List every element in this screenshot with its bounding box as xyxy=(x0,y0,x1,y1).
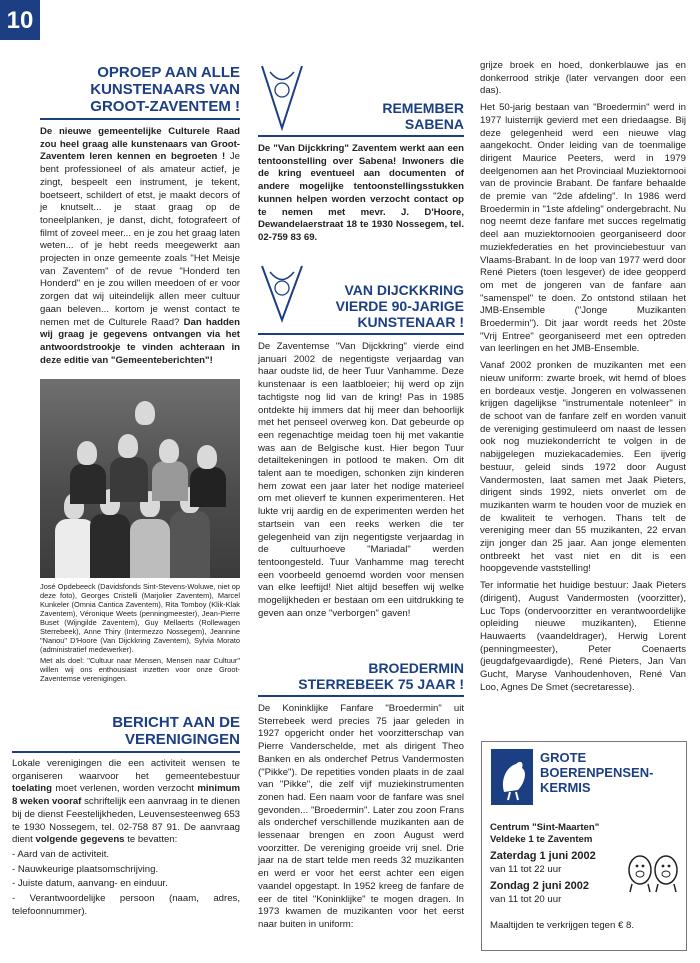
bericht-headline-line: BERICHT AAN DE xyxy=(112,714,240,731)
oproep-headline-line: GROOT-ZAVENTEM ! xyxy=(90,98,240,115)
list-item: - Nauwkeurige plaatsomschrijving. xyxy=(12,863,159,875)
bericht-text: schriftelijk een aanvraag in te dienen bij de dienst Feestelijkheden, Leuvensesteenweg 653 te 1930 Nossegem, tel. 02-758 87 91. De aanvraag dient xyxy=(12,796,240,846)
list-item-text: Juiste datum, aanvang- en einduur. xyxy=(17,878,168,890)
page-number: 10 xyxy=(0,0,40,40)
headline-rule xyxy=(258,333,464,335)
kermis-title-line: GROTE xyxy=(540,750,587,765)
vdk-headline-line: VAN DIJCKKRING xyxy=(344,282,464,298)
kermis-venue-line: Veldeke 1 te Zaventem xyxy=(490,834,593,845)
list-item-text: Aard van de activiteit. xyxy=(17,848,110,860)
oproep-closing: Dan hadden wij graag je gegevens ontvangen via het antwoordstrookje te vinden achteraan in deze editie van "Gemeenteberichten"! xyxy=(40,316,240,366)
kermis-note: Maaltijden te verkrijgen tegen € 8. xyxy=(490,920,634,931)
bericht-list xyxy=(12,849,240,919)
bericht-text: te bevatten: xyxy=(127,834,178,846)
broedermin-body: De Koninklijke Fanfare "Broedermin" uit Sterrebeek werd precies 75 jaar geleden in 1927 opgericht onder het voorzitterschap van Pierre Vanderschelde, met als dirigent Theo Banken en als onderchef Petrus Vandermosten ("Pikke"). De repetities vonden plaats in de zaal van "Pikke", die zelf vijf muziekinstrumenten zonen had. Een naam voor de fanfare was snel gevonden... "Broedermin". Later zou zoon Frans als onderchef verschillende muzikanten aan de lessenaar brengen en zoon August werd voorzitter. De vereniging groeide vrij snel. Drie jaar na de start telde men reeds 32 muzikanten en werd er voor het eerst achter een eigen vaandel opgestapt. In 1952 kreeg de fanfare de eer de titel "Koninklijke" te mogen dragen. In 1973 kwamen de muzikanten voor het eerst naar buiten in uniform: xyxy=(258,703,464,930)
bericht-bold: minimum 8 weken vooraf xyxy=(12,783,241,808)
sabena-article xyxy=(258,100,464,245)
broedermin-headline xyxy=(258,660,464,692)
oproep-body xyxy=(40,126,240,367)
photo-caption-names: José Opdebeeck (Davidsfonds Sint-Stevens-Woluwe, niet op deze foto), Georges Cristelli (Marjolier Zaventem), Marcel Kunkeler (Omnia Cantica Zaventem), Rita Tomboy (Klik-Klak Zaventem), Véronique Weets (penningmeester), Jean-Pierre Buset (Wijngilde Zaventem), Guy Mellaerts (Rollewagen Sterrebeek), Anne Thiry (Intermezzo Nossegem), Jeannine "Nanou" D'Hoore (Van Dijckkring Zaventem), Sylvia Morato (administratief medewerker). xyxy=(40,582,240,654)
paragraph: Vanaf 2002 pronken de muzikanten met een nieuw uniform: zwarte broek, wit hemd of bloes en bordeaux vestje. Jongeren en volwassenen krijgen dagelijkse "instrumentale notenleer" in de schoot van de fanfare zelf en worden vanuit de vereniging gestimuleerd om naast de lessen ook nog muziekonderricht te volgen in de nabijgelegen muziekacademies. Een ijverig bestuur, geleid sinds 1972 door August Vandermosten, laat samen met Jaak Pieters, dirigent sinds 1992, niets onverlet om de muzikanten warm te houden voor de muziek en de kwaliteit te verhogen. Thans telt de vereniging meer dan 55 muzikanten, 22 ervan zijn jonger dan 25 jaar. Aan jonge elementen ontbreekt het vast niet en dit is een hoopgevende vaststelling! xyxy=(480,360,686,575)
list-item: - Juiste datum, aanvang- en einduur. xyxy=(12,878,168,890)
vdk-headline xyxy=(258,282,464,330)
sabena-headline-line: REMEMBER xyxy=(382,100,464,116)
kermis-title-line: BOERENPENSEN- xyxy=(540,765,654,780)
kermis-box xyxy=(481,741,687,951)
headline-rule xyxy=(12,751,240,753)
kermis-day1: Zaterdag 1 juni 2002 xyxy=(490,850,596,862)
oproep-lead: De nieuwe gemeentelijke Culturele Raad zou heel graag alle kunstenaars van Groot-Zaventem leren kennen en begroeten ! xyxy=(40,126,240,163)
paragraph: Het 50-jarig bestaan van "Broedermin" werd in 1977 luisterrijk gevierd met een driedaagse. Bij deze gelegenheid werd een nieuwe vlag aangekocht. Onder leiding van de toenmalige dirigent Maurice Peeters, werd in 1979 deelgenomen aan het Provinciaal Muziektornooi van de provincie Brabant. De fanfare behaalde de premie van "2de afdeling". In 1986 werd Broedermin in "1ste afdeling" ondergebracht. Nu nog neemt deze fanfare met succes regelmatig deel aan muziektornooien georganiseerd door muziekfederaties en het provinciebestuur van Vlaams-Brabant. In de loop van 1977 werd door René Pieters (toen lesgever) de idee geopperd om met de jongeren van de fanfare aan "samenspel" te doen. Zo ontstond stilaan het JMB-Ensemble ("Jonge Muzikanten Broedermin"). Dit jaar wordt reeds het 20ste "Vrij Entree" georganiseerd met een optreden van leerlingen en het JMB-Ensemble. xyxy=(480,102,686,355)
broedermin-headline-line: BROEDERMIN xyxy=(368,660,464,676)
oproep-headline xyxy=(40,64,240,115)
bericht-headline xyxy=(12,714,240,748)
headline-rule xyxy=(258,695,464,697)
kermis-time2: van 11 tot 20 uur xyxy=(490,894,562,905)
broedermin-article xyxy=(258,660,464,932)
photo-caption-goal: Met als doel: "Cultuur naar Mensen, Mensen naar Cultuur" willen wij ons enthousiast inzetten voor onze Groot-Zaventemse verenigingen. xyxy=(40,656,240,683)
kermis-title xyxy=(540,750,680,795)
paragraph: Ter informatie het huidige bestuur: Jaak Pieters (dirigent), August Vandermosten (voorzitter), Luc Tops (ondervoorzitter en verantwoordelijke opleiding nieuwe muzikanten), Etienne Hauwaerts (vaandeldrager), Herwig Lorent (penningmeester), Peter Coenaerts (jeugdafgevaardigde), René Pieters, Jan Van Gucht, Maryse Vanhoudenhoven, René Van Loo, Agnes De Smet (secretaresse). xyxy=(480,580,686,693)
kermis-title-line: KERMIS xyxy=(540,780,591,795)
oproep-article xyxy=(40,64,240,367)
broedermin-continued xyxy=(480,60,686,698)
sabena-body: De "Van Dijckkring" Zaventem werkt aan een tentoonstelling over Sabena! Inwoners die de kring eventueel aan documenten of andere mogelijke tentoonstellingsstukken kunnen helpen worden verzocht contact op te nemen met mevr. J. D'Hoore, Dewandelaerstraat 18 te 1930 Nossegem, tel. 02-759 83 69. xyxy=(258,143,464,243)
list-item-text: Verantwoordelijke persoon (naam, adres, telefoonnummer). xyxy=(12,893,240,917)
bericht-article xyxy=(12,714,240,920)
bericht-bold: volgende gegevens xyxy=(35,834,125,846)
bericht-body xyxy=(12,758,240,918)
list-item: - Aard van de activiteit. xyxy=(12,848,110,860)
kermis-venue xyxy=(490,822,680,846)
oproep-text: Je bent professioneel of als amateur actief, je zingt, bespeelt een instrument, je tekent, boetseert, schildert of etst, je maakt decors of je knutselt... je staat graag op de toneelplanken, je danst, dicht, fotografeert of filmt of zoveel meer... en je zou het graag laten weten... of je hebt reeds meegewerkt aan projecten in onze gemeente zoals "Het Meisje van Zaventem" of de revue "Honderd ten Honderd" en je zou willen meedoen of er voor zorgen dat wij uiteindelijk allen meer cultuur gaan beleven... kortom je wenst contact te nemen met de Culturele Raad? xyxy=(40,151,240,328)
photo-caption xyxy=(40,582,240,683)
paragraph: grijze broek en hoed, donkerblauwe jas en donkerrood strikje (later vervangen door een das). xyxy=(480,60,686,97)
vdk-headline-line: KUNSTENAAR ! xyxy=(357,314,464,330)
bericht-headline-line: VERENIGINGEN xyxy=(124,731,240,748)
oproep-headline-line: KUNSTENAARS VAN xyxy=(90,81,240,98)
broedermin-headline-line: STERREBEEK 75 JAAR ! xyxy=(298,676,464,692)
bericht-bold: toelating xyxy=(12,783,52,795)
headline-rule xyxy=(40,118,240,120)
kermis-day2: Zondag 2 juni 2002 xyxy=(490,880,590,892)
group-photo xyxy=(40,379,240,578)
bericht-text: Lokale verenigingen die een activiteit wensen te organiseren waarvoor het gemeentebestuur xyxy=(12,758,240,782)
vdk-article xyxy=(258,282,464,620)
rooster-icon xyxy=(490,748,534,806)
kermis-venue-line: Centrum "Sint-Maarten" xyxy=(490,822,600,833)
vdk-headline-line: VIERDE 90-JARIGE xyxy=(335,298,464,314)
sabena-headline-line: SABENA xyxy=(404,116,464,132)
list-item-text: Nauwkeurige plaatsomschrijving. xyxy=(17,863,159,875)
list-item: - Verantwoordelijke persoon (naam, adres, telefoonnummer). xyxy=(12,893,240,917)
kermis-time1: van 11 tot 22 uur xyxy=(490,864,562,875)
pigs-icon xyxy=(624,844,682,894)
headline-rule xyxy=(258,135,464,137)
vdk-body: De Zaventemse "Van Dijckkring" vierde eind januari 2002 de negentigste verjaardag van haar oudste lid, de heer Tuur Vanhamme. Deze kunstenaar is een laatbloeier; hij werd op zijn tachtigste nog lid van de kring! Pas in 1985 ontdekte hij immers dat hij meer dan behoorlijk met het penseel overweg kon. Dat gebeurde op een regenachtige meidag toen hij met vakantie was aan de Belgische kust. Hier begon Tuur detailtekeningen in potlood te maken. Om dit talent aan te moedigen, schonken zijn kinderen hem zowat een jaar later het nodige materieel om met olieverf te kunnen experimenteren. Het lukte vrij aardig en de experimenten werden het startsein van een reeks werken die ter gelegenheid van zijn negentigste verjaardag in de cultuurhoeve "Mariadal" werden tentoongesteld. Tuur Vanhamme mag terecht een voorbeeld genoemd worden voor mensen van elke leeftijd! Niet altijd beseffen wij welke mogelijkheden er bestaan om een uitdrukking te geven aan onze "verborgen" gaven! xyxy=(258,341,464,619)
bericht-text: moet verlenen, worden verzocht xyxy=(55,783,194,795)
sabena-headline xyxy=(258,100,464,132)
oproep-headline-line: OPROEP AAN ALLE xyxy=(97,64,240,81)
